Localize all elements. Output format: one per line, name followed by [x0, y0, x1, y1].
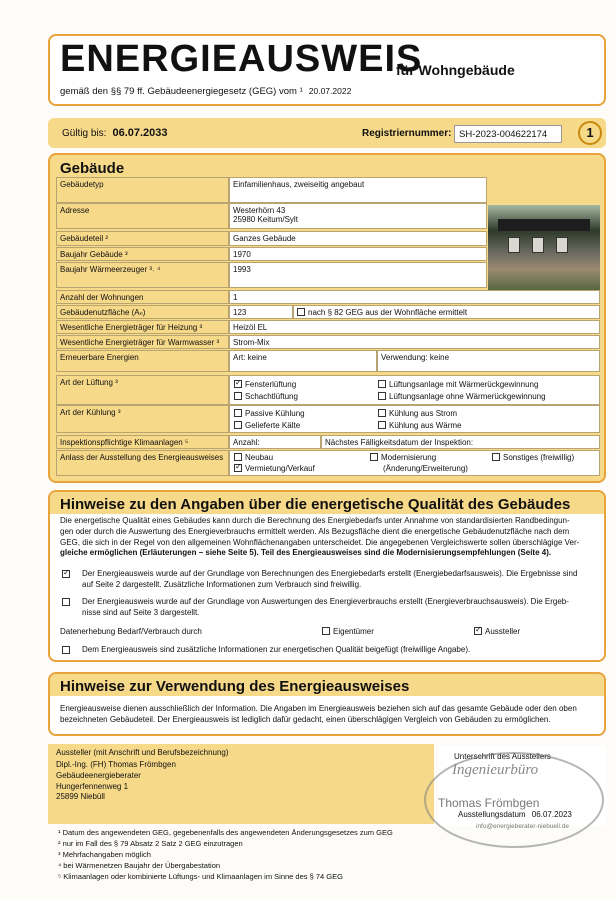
row-label: Art der Kühlung ³ [56, 405, 229, 433]
row-label: Wesentliche Energieträger für Warmwasser ³ [56, 335, 229, 349]
footnote: ³ Mehrfachangaben möglich [58, 850, 151, 859]
row-label: Art der Lüftung ³ [56, 375, 229, 405]
law-reference: gemäß den §§ 79 ff. Gebäudeenergiegesetz (GEG) vom ¹ 20.07.2022 [60, 86, 352, 97]
row-value: Ganzes Gebäude [229, 231, 487, 246]
valid-until: Gültig bis: 06.07.2033 [62, 127, 168, 139]
row-label: Adresse [56, 203, 229, 229]
checkbox-usage-certificate[interactable] [62, 598, 70, 606]
law-date: 20.07.2022 [308, 86, 352, 96]
extra-info-text: Dem Energieausweis sind zusätzliche Informationen zur energetischen Qualität beigefügt (freiwillige Angabe). [82, 645, 471, 654]
issuer-address: Dipl.-Ing. (FH) Thomas Frömbgen Gebäudeenergieberater Hungerfennenweg 1 25899 Niebüll [56, 760, 176, 802]
ac-count: Anzahl: [229, 435, 321, 449]
checkbox-rent-sale[interactable] [234, 464, 242, 472]
issuer-option: ✓ Aussteller [474, 627, 520, 638]
stamp-email-text: info@energieberater-niebuell.de [476, 823, 569, 830]
row-value: 1970 [229, 247, 487, 261]
row-value: 1 [229, 290, 600, 304]
row-label: Wesentliche Energieträger für Heizung ³ [56, 320, 229, 334]
document-title: ENERGIEAUSWEIS [60, 38, 423, 80]
footnote: ⁵ Klimaanlagen oder kombinierte Lüftungs- und Klimaanlagen im Sinne des § 74 GEG [58, 872, 343, 881]
checkbox-extra-info[interactable] [62, 646, 70, 654]
ac-next-inspection: Nächstes Fälligkeitsdatum der Inspektion: [321, 435, 600, 449]
checkbox-new-build[interactable] [234, 453, 242, 461]
checkbox-ventilation-without-recovery[interactable] [378, 392, 386, 400]
row-value: 1993 [229, 262, 487, 288]
checkbox-other[interactable] [492, 453, 500, 461]
ventilation-options: ✓ Fensterlüftung Schachtlüftung Lüftungsanlage mit Wärmerückgewinnung Lüftungsanlage ohne Wärmerückgewinnung [229, 375, 600, 405]
building-photo [488, 205, 600, 291]
row-label: Gebäudeteil ² [56, 231, 229, 246]
data-collection-label: Datenerhebung Bedarf/Verbrauch durch [60, 627, 202, 636]
document-subtitle: für Wohngebäude [396, 62, 515, 78]
checkbox-passive-cooling[interactable] [234, 409, 242, 417]
quality-intro: Die energetische Qualität eines Gebäudes kann durch die Berechnung des Energiebedarfs unter Annahme von standardisierten Randbedingun- gen oder durch die Auswertung des Energieverbrauchs ermittelt werden. Als Bezugsfläche dient die energetische Gebäudenutzfläche nach dem GEG, die sich in der Regel von den allgemeinen Wohnflächenangaben unterscheidet. Die angegebenen Vergleichswerte sollen überschlägige Ver- gleiche ermöglichen (Erläuterungen – siehe Seite 5). Teil des Energieausweises sind die Modernisierungsempfehlungen (Seite 4). [60, 516, 580, 558]
footnote: ⁴ bei Wärmenetzen Baujahr der Übergabestation [58, 861, 221, 870]
checkbox-ventilation-with-recovery[interactable] [378, 380, 386, 388]
row-label: Baujahr Wärmeerzeuger ³˒ ⁴ [56, 262, 229, 288]
row-value: Heizöl EL [229, 320, 600, 334]
occasion-options: Neubau ✓Vermietung/Verkauf Modernisierung (Änderung/Erweiterung) Sonstiges (freiwillig) [229, 450, 600, 476]
valid-until-date: 06.07.2033 [112, 127, 168, 139]
checkbox-owner[interactable] [322, 627, 330, 635]
demand-option-text: Der Energieausweis wurde auf der Grundlage von Berechnungen des Energiebedarfs erstellt (Energiebedarfsausweis). Die Ergebnisse sind auf Seite 2 dargestellt. Zusätzliche Informationen zum Verbrauch sind freiwillig. [82, 569, 578, 589]
row-value: Strom-Mix [229, 335, 600, 349]
row-value: Einfamilienhaus, zweiseitig angebaut [229, 177, 487, 203]
row-label: Anlass der Ausstellung des Energieausweises [56, 450, 229, 476]
usage-text: Energieausweise dienen ausschließlich der Information. Die Angaben im Energieausweis beziehen sich auf das gesamte Gebäude oder den oben bezeichneten Gebäudeteil. Der Energieausweis ist lediglich dafür gedacht, einen überschlägigen Vergleich von Gebäuden zu ermöglichen. [60, 704, 577, 724]
stamp-name-text: Thomas Frömbgen [438, 796, 540, 810]
row-label: Erneuerbare Energien [56, 350, 229, 372]
registration-label: Registriernummer: [362, 128, 452, 139]
registration-number: SH-2023-004622174 [454, 125, 562, 143]
checkbox-demand-certificate[interactable] [62, 570, 70, 578]
owner-option: Eigentümer [322, 627, 374, 638]
footnote: ¹ Datum des angewendeten GEG, gegebenenfalls des angewendeten Änderungsgesetzes zum GEG [58, 828, 393, 837]
area-method-option: nach § 82 GEG aus der Wohnfläche ermittelt [293, 305, 600, 319]
row-label: Inspektionspflichtige Klimaanlagen ⁵ [56, 435, 229, 449]
stamp-office-text: Ingenieurbüro [452, 762, 539, 778]
checkbox-shaft-ventilation[interactable] [234, 392, 242, 400]
signature-label: Unterschrift des Ausstellers [454, 752, 551, 761]
issue-date: Ausstellungsdatum 06.07.2023 [458, 810, 572, 819]
row-value: Verwendung: keine [377, 350, 600, 372]
row-label: Gebäudetyp [56, 177, 229, 203]
checkbox-delivered-cold[interactable] [234, 421, 242, 429]
row-label: Baujahr Gebäude ³ [56, 247, 229, 261]
issuer-label: Aussteller (mit Anschrift und Berufsbezeichnung) [56, 748, 229, 757]
cooling-options: Passive Kühlung Gelieferte Kälte Kühlung aus Strom Kühlung aus Wärme [229, 405, 600, 433]
photo-window [508, 237, 520, 253]
row-value: Art: keine [229, 350, 377, 372]
footnote: ² nur im Fall des § 79 Absatz 2 Satz 2 GEG einzutragen [58, 839, 243, 848]
checkbox-window-ventilation[interactable] [234, 380, 242, 388]
photo-window [532, 237, 544, 253]
checkbox-area-method[interactable] [297, 308, 305, 316]
photo-roof [498, 219, 590, 231]
photo-window [556, 237, 568, 253]
building-title: Gebäude [60, 160, 125, 177]
checkbox-cooling-electric[interactable] [378, 409, 386, 417]
page-number-badge: 1 [578, 121, 602, 145]
row-label: Gebäudenutzfläche (Aₙ) [56, 305, 229, 319]
quality-title: Hinweise zu den Angaben über die energetische Qualität des Gebäudes [60, 496, 571, 513]
usage-title: Hinweise zur Verwendung des Energieausweises [60, 678, 410, 695]
checkbox-cooling-heat[interactable] [378, 421, 386, 429]
checkbox-modernisation[interactable] [370, 453, 378, 461]
row-value: 123 [229, 305, 293, 319]
row-label: Anzahl der Wohnungen [56, 290, 229, 304]
usage-option-text: Der Energieausweis wurde auf der Grundlage von Auswertungen des Energieverbrauchs erstellt (Energieverbrauchsausweis). Die Ergeb- nisse sind auf Seite 3 dargestellt. [82, 597, 569, 617]
checkbox-issuer[interactable] [474, 627, 482, 635]
row-value: Westerhörn 43 25980 Keitum/Sylt [229, 203, 487, 229]
